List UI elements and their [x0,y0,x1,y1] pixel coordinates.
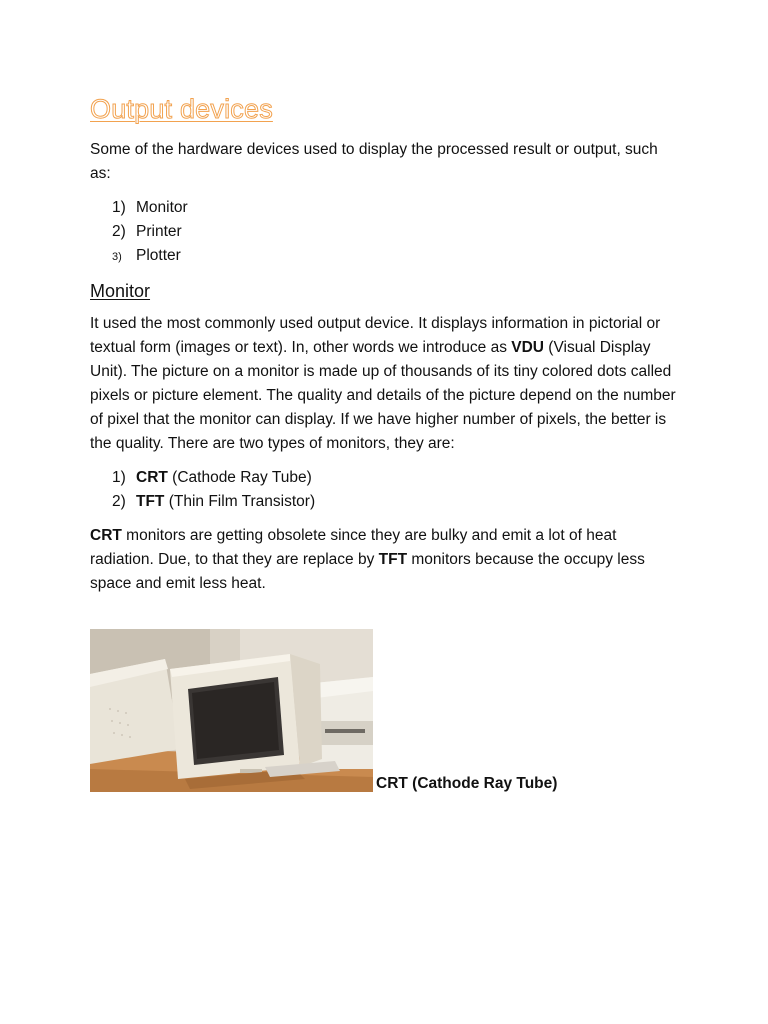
document-page [90,92,680,606]
crt-monitor-photo [90,629,373,792]
list-item [90,220,680,244]
list-item-label: Printer [136,223,182,240]
monitor-text-b: (Visual Display Unit). The picture on a monitor is made up of thousands of its tiny colored dots called pixels or picture element. The quality and details of the picture depend on the number of pixel that the monitor can display. If we have higher number of pixels, the better is the quality. There are two types of monitors, they are: [90,339,676,452]
list-number: 3) [112,251,122,263]
list-item [90,490,680,514]
crt-tft-paragraph [90,524,680,596]
list-item-label: Monitor [136,199,188,216]
figure-caption: CRT (Cathode Ray Tube) [376,775,558,792]
crt-figure [90,629,557,792]
type-full: (Thin Film Transistor) [164,493,316,510]
monitor-heading: Monitor [90,281,151,301]
list-item [90,244,680,268]
list-number: 1) [112,469,126,486]
list-item-label [136,466,312,490]
type-abbr: CRT [136,469,168,486]
tft-term: TFT [378,551,408,568]
list-number: 2) [112,493,126,510]
crt-text-a: monitors are getting obsolete since they are bulky and emit a lot of heat radiation. Due, to that they are replace by [90,527,617,568]
list-number: 2) [112,223,126,240]
crt-term: CRT [90,527,122,544]
list-item [90,466,680,490]
type-abbr: TFT [136,493,165,510]
list-item [90,196,680,220]
list-number: 1) [112,199,126,216]
monitor-text-a: It used the most commonly used output device. It displays information in pictorial or textual form (images or text). In, other words we introduce as [90,315,661,356]
list-item-label: Plotter [136,247,181,264]
monitor-description [90,312,680,456]
vdu-term: VDU [511,339,544,356]
type-full: (Cathode Ray Tube) [167,469,312,486]
page-title: Output devices [90,94,273,124]
intro-paragraph: Some of the hardware devices used to display the processed result or output, such as: [90,141,658,182]
crt-text-b: monitors because the occupy less space and emit less heat. [90,551,645,592]
monitor-types-list [90,466,680,514]
list-item-label [136,490,315,514]
devices-list [90,196,680,268]
